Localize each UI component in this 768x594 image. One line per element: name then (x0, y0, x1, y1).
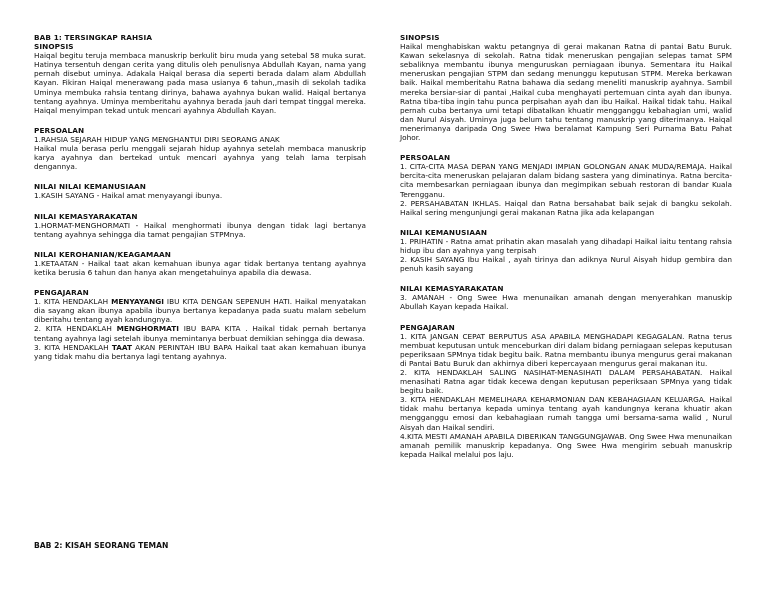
left-pengajaran-item (34, 297, 366, 324)
item-prefix: 1. KITA HENDAKLAH (34, 297, 112, 307)
left-kerohanian-item: 1.KETAATAN - Haikal taat akan kemahuan ibunya agar tidak bertanya tentang ayahnya ketika berusia 6 tahun dan hanya akan mengetahuinya apabila dia dewasa. (34, 258, 366, 277)
right-column (400, 33, 732, 470)
left-pengajaran-item (34, 324, 366, 342)
item-keyword: MENYAYANGI (111, 297, 164, 307)
right-pengajaran-item: 1. KITA JANGAN CEPAT BERPUTUS ASA APABILA MENGHADAPI KEGAGALAN. Ratna terus membuat keputusan untuk menceburkan diri dalam bidang perniagaan selepas keputusan peperiksaan SPMnya tidak begitu baik. Ratna membantu ibunya mengurus gerai makanan di Pantai Batu Buruk dan akhirnya diberi kepercayaan mengurus gerai makanan itu. (400, 331, 732, 368)
left-kerohanian-heading: NILAI KEROHANIAN/KEAGAMAAN (34, 249, 172, 259)
item-prefix: 2. KITA HENDAKLAH (34, 324, 117, 334)
left-kemanusiaan-item: 1.KASIH SAYANG - Haikal amat menyayangi ibunya. (34, 191, 223, 201)
right-sinopsis-heading: SINOPSIS (400, 33, 440, 42)
left-kemasyarakatan-heading: NILAI KEMASYARAKATAN (34, 211, 138, 221)
left-kemanusiaan-heading: NILAI NILAI KEMANUSIAAN (34, 182, 146, 192)
item-text: IBU KITA DENGAN SEPENUH HATI. Haikal menyatakan dia sayang akan ibunya apabila ibunya bertanya kepadanya pada suatu malam sebelum diberitahu tentang ayah kandungnya. (34, 297, 366, 325)
right-pengajaran-item: 3. KITA HENDAKLAH MEMELIHARA KEHARMONIAN DAN KEBAHAGIAAN KELUARGA. Haikal tidak mahu bertanya kepada uminya tentang ayah kandungnya kerana khuatir akan mengganggu emosi dan kebahagiaan rumah tangga umi bersama-sama walid , Nurul Aisyah dan Haikal sendiri. (400, 395, 732, 432)
item-keyword: MENGHORMATI (116, 324, 179, 334)
right-kemasyarakatan-section (400, 284, 732, 311)
right-kemasyarakatan-item: 3. AMANAH - Ong Swee Hwa menunaikan amanah dengan menyerahkan manuskip Abullah Kayan kepada Haikal. (400, 293, 732, 312)
right-pengajaran-item: 2. KITA HENDAKLAH SALING NASIHAT-MENASIHATI DALAM PERSAHABATAN. Haikal menasihati Ratna agar tidak kecewa dengan keputusan peperiksaan SPMnya yang tidak begitu baik. (400, 368, 732, 396)
left-kemasyarakatan-item: 1.HORMAT-MENGHORMATI - Haikal menghormati ibunya dengan tidak lagi bertanya tentang ayahnya sehingga dia tamat pengajian STPMnya. (34, 220, 366, 239)
left-sinopsis-section (34, 33, 366, 115)
left-column (34, 33, 366, 372)
left-pengajaran-section (34, 288, 366, 361)
left-pengajaran-heading: PENGAJARAN (34, 288, 89, 298)
left-persoalan-heading: PERSOALAN (34, 125, 85, 135)
right-persoalan-item: 1. CITA-CITA MASA DEPAN YANG MENJADI IMPIAN GOLONGAN ANAK MUDA/REMAJA. Haikal bercita-cita meneruskan pelajaran dalam bidang sastera yang diminatinya. Ratna bercita-cita membesarkan perniagaan ibunya dan megimpikan sebuah restoran di bandar Kuala Terengganu. (400, 162, 732, 199)
right-pengajaran-item: 4.KITA MESTI AMANAH APABILA DIBERIKAN TANGGUNGJAWAB. Ong Swee Hwa menunaikan amanah pemilik manuskrip kepadanya. Ong Swee Hwa mengirim sebuah manuskrip kepada Haikal melalui pos laju. (400, 431, 732, 459)
right-sinopsis-text: Haikal menghabiskan waktu petangnya di gerai makanan Ratna di pantai Batu Buruk. Kawan sekelasnya di sekolah. Ratna tidak meneruskan pengajian selepas tamat SPM sebaliknya membantu ibunya menguruskan perniagaan ibunya. Sementara itu Haikal meneruskan pengajian STPM dan sedang menunggu keputusan STPM. Mereka berkawan baik. Haikal memberitahu Ratna bahawa dia sedang meneliti manuskrip ayahnya. Sambil mereka bersiar-siar di pantai ,Haikal cuba menghayati pertemuan cinta ayah dan ibunya. Ratna tiba-tiba ingin tahu punca perpisahan ayah dan ibu Haikal. Haikal tidak tahu. Haikal pernah cuba bertanya umi tetapi dibatalkan khuatir mengganggu kebahagian umi, walid dan Nurul Aisyah. Uminya juga belum tahu tentang manuskrip yang diterimanya. Haiqal menerimanya daripada Ong Swee Hwa beralamat Kampung Seri Purnama Batu Pahat Johor. (400, 42, 732, 143)
right-kemanusiaan-item: 2. KASIH SAYANG Ibu Haikal , ayah tirinya dan adiknya Nurul Aisyah hidup gembira dan penuh kasih sayang (400, 255, 732, 274)
right-sinopsis-section (400, 33, 732, 142)
item-prefix: 3. KITA HENDAKLAH (34, 342, 112, 352)
item-keyword: TAAT (111, 342, 132, 352)
right-kemasyarakatan-heading: NILAI KEMASYARAKATAN (400, 284, 504, 294)
left-persoalan-item: Haikal mula berasa perlu menggali sejarah hidup ayahnya setelah membaca manuskrip karya ayahnya dan bertekad untuk mencari ayahnya yang telah lama terpisah dengannya. (34, 144, 366, 172)
left-sinopsis-heading: SINOPSIS (34, 42, 74, 52)
right-persoalan-item: 2. PERSAHABATAN IKHLAS. Haiqal dan Ratna bersahabat baik sejak di bangku sekolah. Haikal sering mengunjungi gerai makanan Ratna jika ada kelapangan (400, 198, 732, 217)
item-text: IBU BAPA KITA . Haikal tidak pernah bertanya tentang ayahnya lagi setelah ibunya memintanya berbuat demikian sehingga dia dewasa. (34, 324, 367, 343)
left-pengajaran-item (34, 343, 366, 361)
right-kemanusiaan-heading: NILAI KEMANUSIAAN (400, 227, 488, 237)
left-persoalan-section (34, 126, 366, 171)
right-pengajaran-heading: PENGAJARAN (400, 322, 455, 332)
left-sinopsis-text: Haiqal begitu teruja membaca manuskrip berkulit biru muda yang setebal 58 muka surat. Hatinya tersentuh dengan cerita yang ditulis oleh penulisnya Abdullah Kayan, nama yang pernah disebut uminya. Adakala Haiqal berasa dia seperti berada dalam alam Abdullah Kayan. Fikiran Haiqal menerawang pada masa usianya 6 tahun,,masih di sekolah tadika Uminya membuka rahsia tentang dirinya, bahawa ayahnya bukan walid. Haiqal bertanya tentang ayahnya. Uminya memberitahu ayahnya berada jauh dari tempat tinggal mereka. Haiqal menyimpan tekad untuk mencari ayahnya Abdullah Kayan. (34, 51, 366, 115)
right-pengajaran-section (400, 323, 732, 459)
right-persoalan-heading: PERSOALAN (400, 153, 451, 163)
item-text: AKAN PERINTAH IBU BAPA Haikal taat akan kemahuan ibunya yang tidak mahu dia bertanya lagi tentang ayahnya. (34, 342, 366, 361)
right-kemanusiaan-section (400, 228, 732, 273)
right-persoalan-section (400, 153, 732, 217)
left-persoalan-item: 1.RAHSIA SEJARAH HIDUP YANG MENGHANTUI DIRI SEORANG ANAK (34, 134, 280, 144)
left-kemanusiaan-section (34, 182, 366, 200)
left-kemasyarakatan-section (34, 212, 366, 239)
left-kerohanian-section (34, 250, 366, 277)
right-kemanusiaan-item: 1. PRIHATIN - Ratna amat prihatin akan masalah yang dihadapi Haikal iaitu tentang rahsia hidup ibu dan ayahnya yang terpisah (400, 236, 732, 255)
chapter-1-title: BAB 1: TERSINGKAP RAHSIA (34, 33, 153, 42)
chapter-2-title: BAB 2: KISAH SEORANG TEMAN (34, 541, 169, 550)
